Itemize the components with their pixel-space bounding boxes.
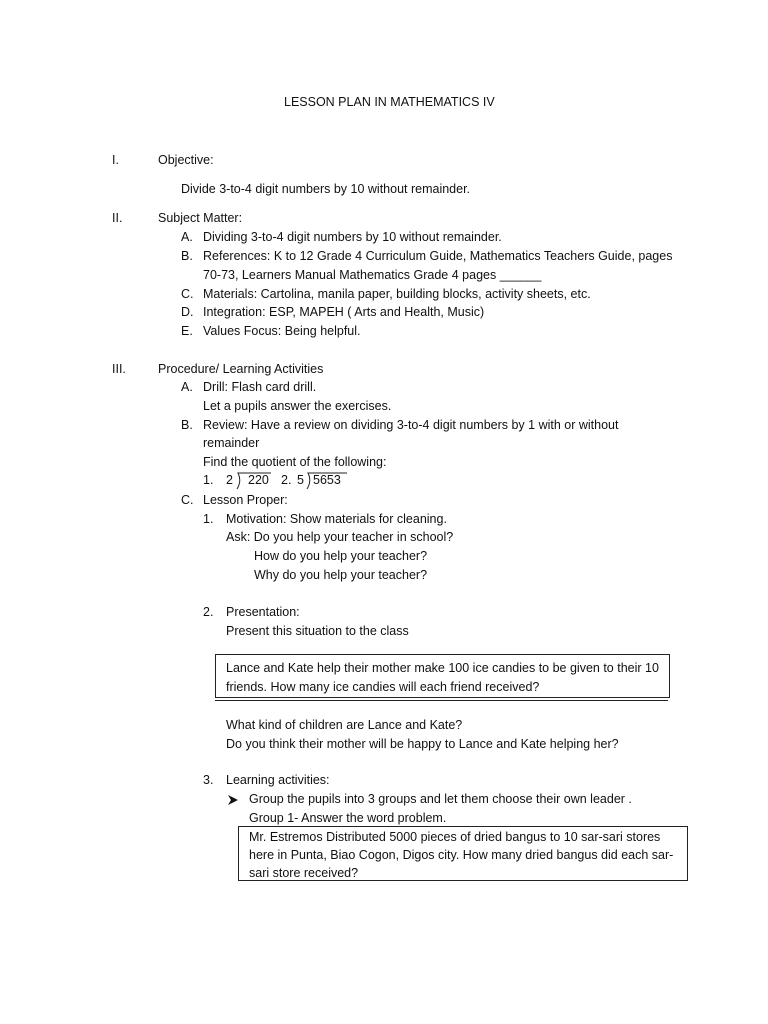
list-item: Values Focus: Being helpful. bbox=[203, 324, 361, 338]
section-heading: Subject Matter: bbox=[158, 211, 243, 225]
learning-text: Learning activities: bbox=[226, 773, 330, 787]
divisor: 2 bbox=[226, 473, 233, 487]
motivation-text: Ask: Do you help your teacher in school? bbox=[226, 530, 454, 544]
arrow-bullet-icon bbox=[227, 794, 239, 806]
objective-text: Divide 3-to-4 digit numbers by 10 without remainder. bbox=[181, 182, 471, 196]
motivation-text: Why do you help your teacher? bbox=[254, 568, 428, 582]
word-problem-text: Mr. Estremos Distributed 5000 pieces of dried bangus to 10 sar-sari stores bbox=[249, 830, 661, 844]
exercise-number: 1. bbox=[203, 473, 214, 487]
list-letter: E. bbox=[181, 324, 193, 338]
divisor: 5 bbox=[297, 473, 304, 487]
word-problem-text: here in Punta, Biao Cogon, Digos city. How many dried bangus did each sar- bbox=[249, 848, 674, 862]
divider bbox=[215, 700, 668, 701]
list-item-continued: 70-73, Learners Manual Mathematics Grade 4 pages ______ bbox=[203, 268, 542, 282]
list-letter: B. bbox=[181, 249, 193, 263]
list-item: Dividing 3-to-4 digit numbers by 10 without remainder. bbox=[203, 230, 502, 244]
motivation-text: How do you help your teacher? bbox=[254, 549, 428, 563]
drill-text: Let a pupils answer the exercises. bbox=[203, 399, 392, 413]
list-letter: B. bbox=[181, 418, 193, 432]
list-letter: C. bbox=[181, 287, 194, 301]
step-number: 2. bbox=[203, 605, 214, 619]
presentation-text: Presentation: bbox=[226, 605, 300, 619]
list-letter: D. bbox=[181, 305, 194, 319]
review-text: remainder bbox=[203, 436, 260, 450]
question-text: Do you think their mother will be happy to Lance and Kate helping her? bbox=[226, 737, 619, 751]
word-problem-text: sari store received? bbox=[249, 866, 359, 880]
situation-text: Lance and Kate help their mother make 100 ice candies to be given to their 10 bbox=[226, 661, 659, 675]
section-numeral: III. bbox=[112, 362, 126, 376]
subsection-heading: Lesson Proper: bbox=[203, 493, 288, 507]
exercise-number: 2. bbox=[281, 473, 292, 487]
motivation-text: Motivation: Show materials for cleaning. bbox=[226, 512, 447, 526]
section-numeral: I. bbox=[112, 153, 119, 167]
review-text: Review: Have a review on dividing 3-to-4 digit numbers by 1 with or without bbox=[203, 418, 619, 432]
situation-text: friends. How many ice candies will each friend received? bbox=[226, 680, 540, 694]
step-number: 3. bbox=[203, 773, 214, 787]
list-letter: A. bbox=[181, 230, 193, 244]
review-text: Find the quotient of the following: bbox=[203, 455, 387, 469]
page-title: LESSON PLAN IN MATHEMATICS IV bbox=[284, 95, 495, 109]
bullet-text: Group the pupils into 3 groups and let them choose their own leader . bbox=[249, 792, 632, 806]
dividend: 5653 bbox=[313, 473, 341, 487]
list-item: References: K to 12 Grade 4 Curriculum Guide, Mathematics Teachers Guide, pages bbox=[203, 249, 673, 263]
step-number: 1. bbox=[203, 512, 214, 526]
question-text: What kind of children are Lance and Kate? bbox=[226, 718, 463, 732]
list-letter: A. bbox=[181, 380, 193, 394]
presentation-text: Present this situation to the class bbox=[226, 624, 409, 638]
dividend: 220 bbox=[248, 473, 269, 487]
drill-text: Drill: Flash card drill. bbox=[203, 380, 317, 394]
list-letter: C. bbox=[181, 493, 194, 507]
group-text: Group 1- Answer the word problem. bbox=[249, 811, 447, 825]
list-item: Integration: ESP, MAPEH ( Arts and Health, Music) bbox=[203, 305, 485, 319]
section-heading: Procedure/ Learning Activities bbox=[158, 362, 324, 376]
section-numeral: II. bbox=[112, 211, 123, 225]
list-item: Materials: Cartolina, manila paper, building blocks, activity sheets, etc. bbox=[203, 287, 591, 301]
section-heading: Objective: bbox=[158, 153, 214, 167]
